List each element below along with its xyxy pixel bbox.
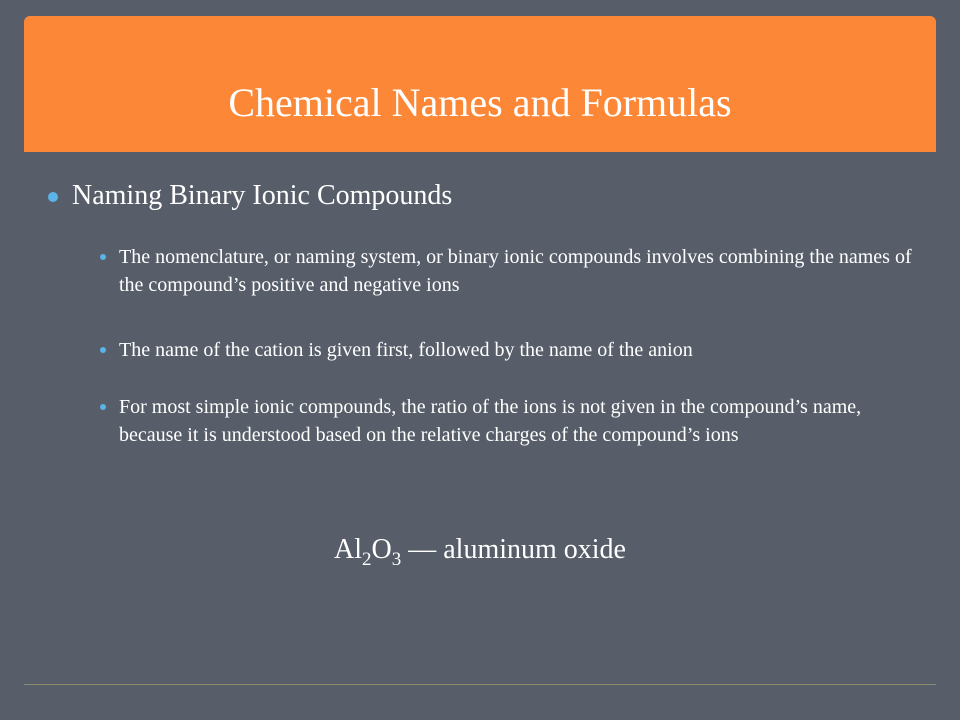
section-heading: Naming Binary Ionic Compounds — [72, 180, 453, 211]
compound-name: aluminum oxide — [443, 534, 626, 565]
title-bar — [24, 16, 936, 152]
bullet-dot-icon — [100, 347, 106, 353]
formula-separator: — — [401, 534, 444, 565]
slide-title: Chemical Names and Formulas — [228, 80, 732, 125]
formula-subscript-3: 3 — [391, 549, 402, 570]
formula-element-o: O — [371, 534, 392, 565]
footer-divider — [24, 684, 936, 685]
formula-subscript-2: 2 — [362, 549, 372, 570]
sub-bullet-text: The nomenclature, or naming system, or binary ionic compounds involves combining the names of the compound’s positive and negative ions — [119, 246, 912, 296]
formula-example — [0, 532, 960, 568]
bullet-dot-icon — [100, 404, 106, 410]
bullet-dot-icon — [48, 192, 58, 202]
bullet-dot-icon — [100, 254, 106, 260]
sub-bullet-text: The name of the cation is given first, followed by the name of the anion — [119, 339, 693, 361]
formula-element-al: Al — [334, 534, 362, 565]
sub-bullet-text: For most simple ionic compounds, the ratio of the ions is not given in the compound’s name, because it is understood based on the relative charges of the compound’s ions — [119, 396, 862, 446]
